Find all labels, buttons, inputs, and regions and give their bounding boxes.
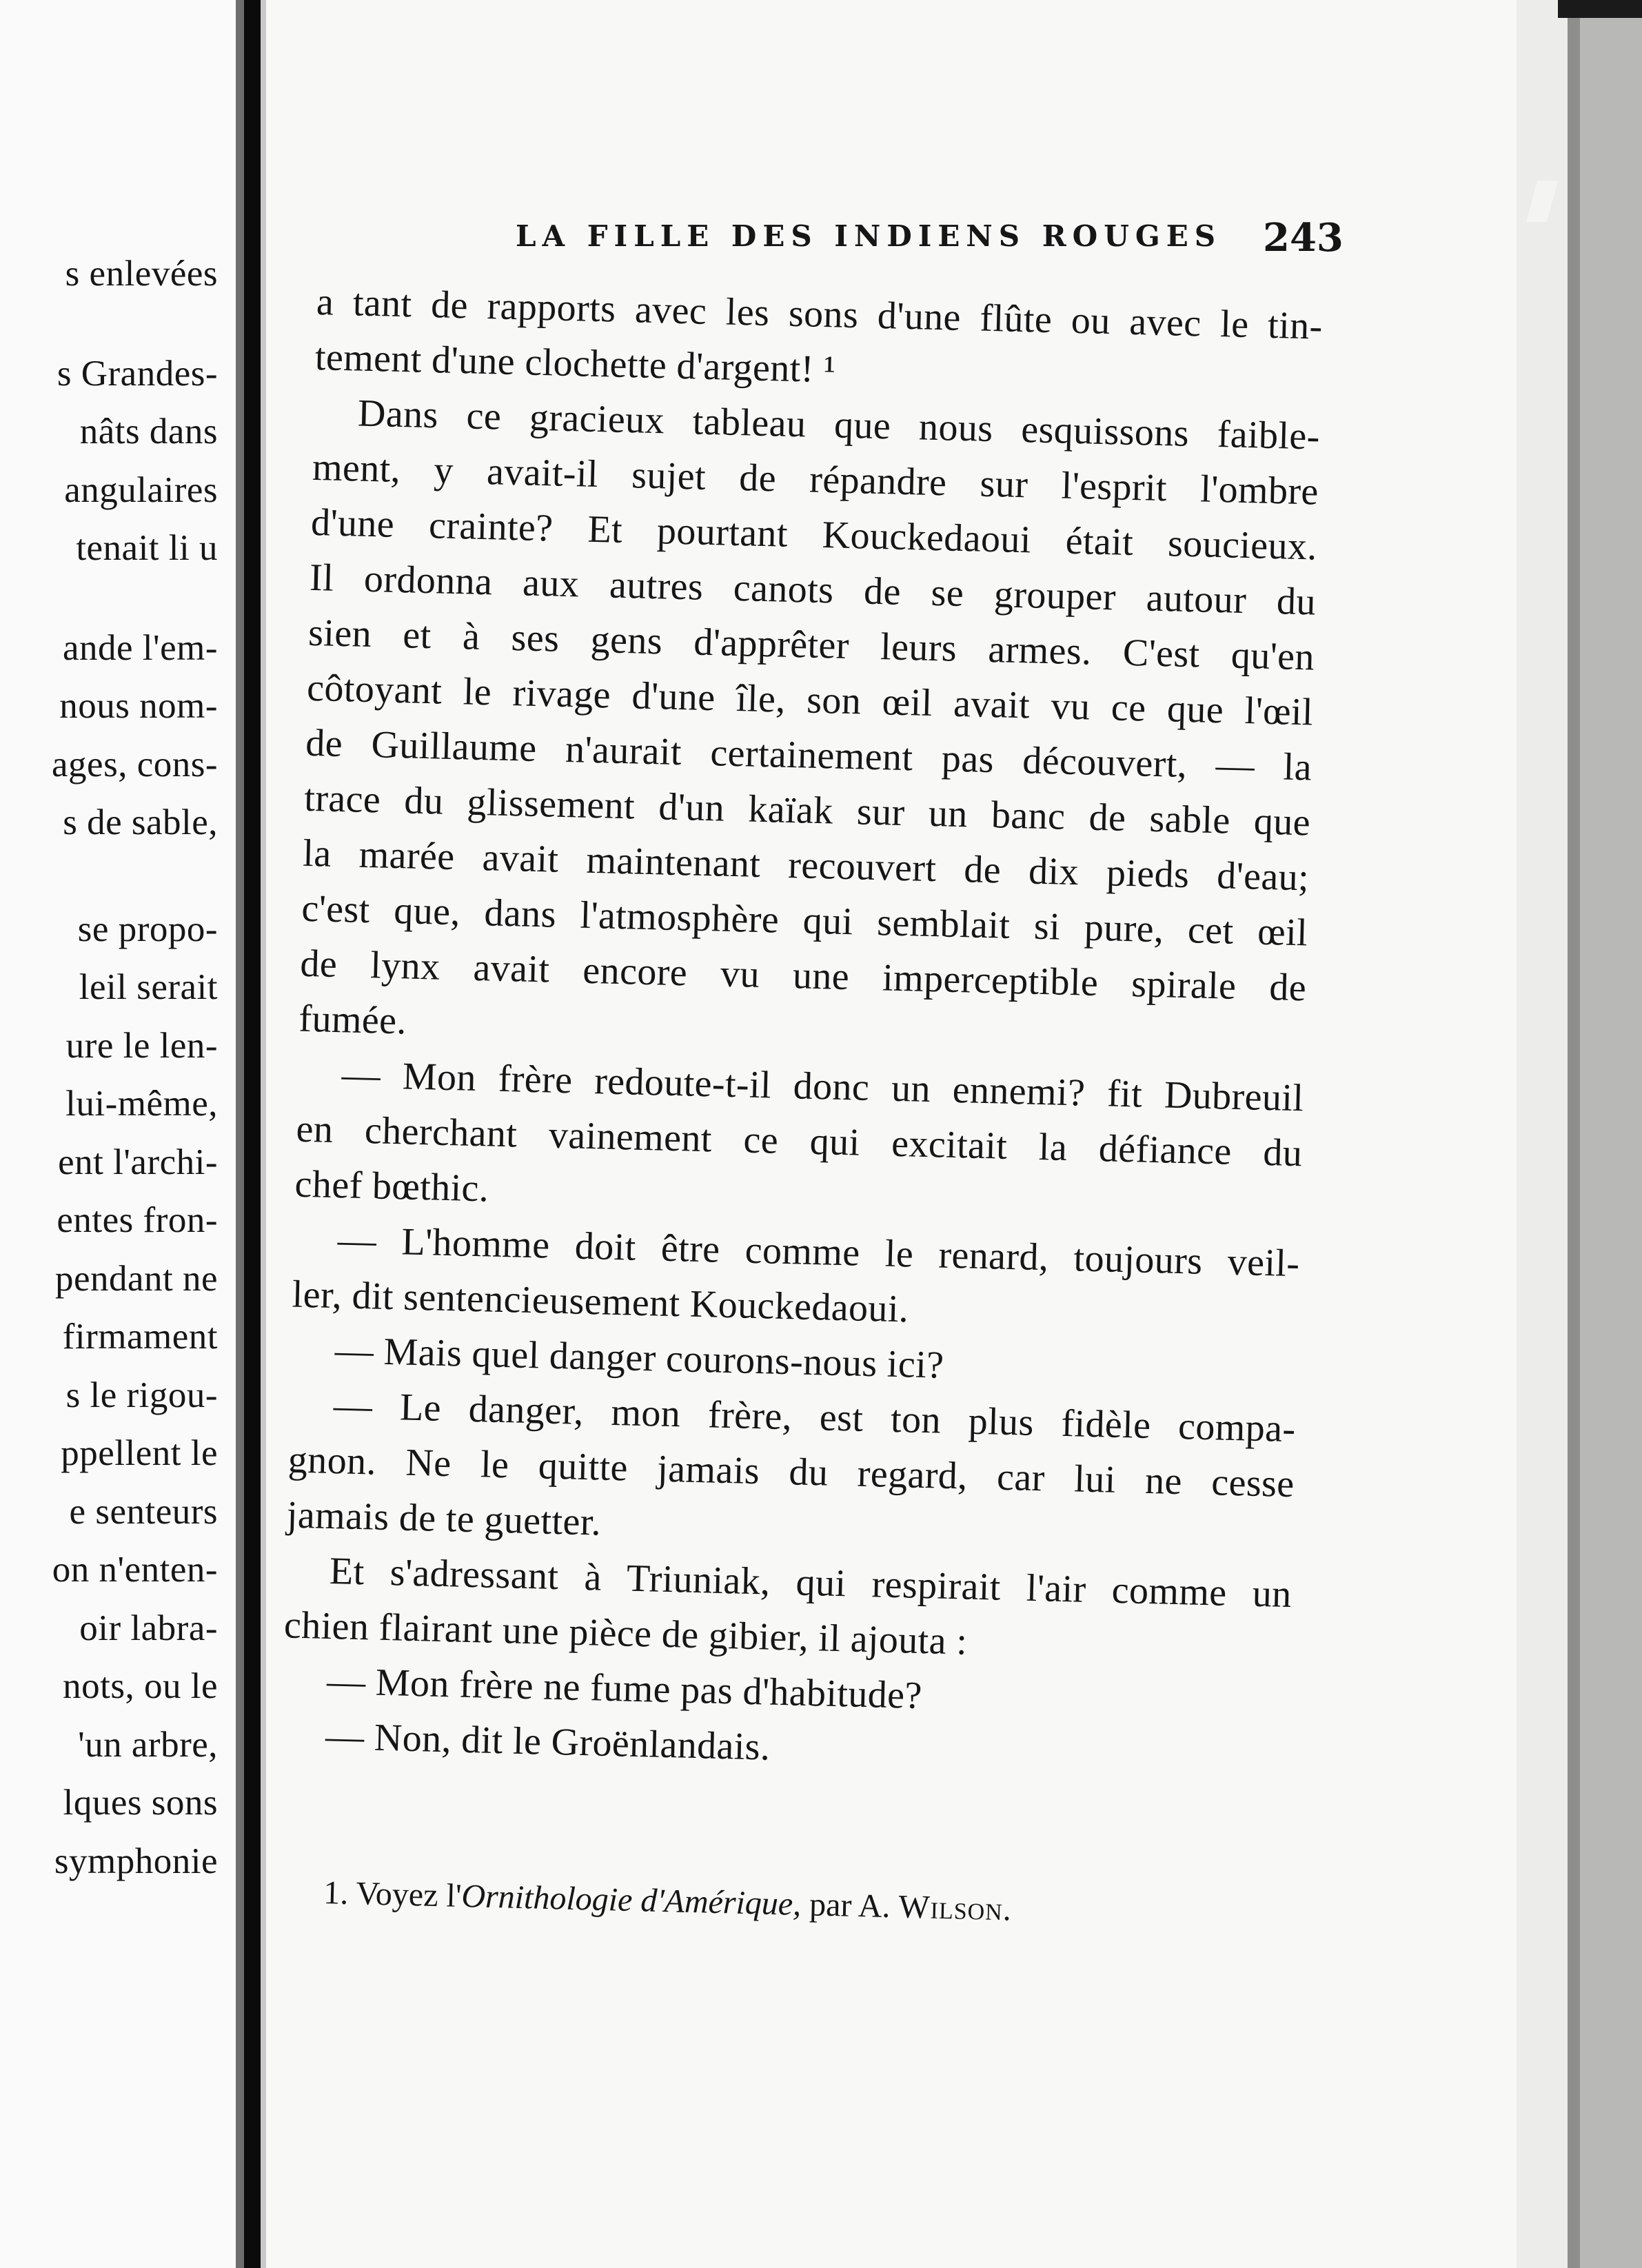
left-line: ppellent le xyxy=(61,1433,218,1473)
footnote-author: Wilson. xyxy=(898,1888,1013,1928)
left-line: nâts dans xyxy=(79,412,218,452)
text-line: ler, dit sentencieusement Kouckedaoui. xyxy=(292,1273,910,1331)
left-line: s le rigou- xyxy=(65,1375,218,1415)
left-line: pendant ne xyxy=(54,1258,218,1299)
text-line: c'est que, dans l'atmosphère qui semblait si pure, cet œil xyxy=(301,887,1308,955)
left-line: s Grandes- xyxy=(57,353,218,394)
text-line: Il ordonna aux autres canots de se grouper autour du xyxy=(309,556,1317,624)
body-text xyxy=(281,274,1323,1788)
page-number: 243 xyxy=(1263,215,1344,261)
text-line: chien flairant une pièce de gibier, il ajouta : xyxy=(283,1603,969,1663)
text-line: tement d'une clochette d'argent! ¹ xyxy=(314,335,837,392)
text-line: — Mais quel danger courons-nous ici? xyxy=(334,1329,945,1387)
left-line: ure le len- xyxy=(65,1025,218,1066)
gutter-edge xyxy=(261,0,266,2268)
text-line: gnon. Ne le quitte jamais du regard, car lui ne cesse xyxy=(287,1438,1295,1506)
text-line: trace du glissement d'un kaïak sur un banc de sable que xyxy=(303,776,1311,844)
left-line: ages, cons- xyxy=(52,744,218,784)
left-line: 'un arbre, xyxy=(78,1724,218,1765)
left-line: se propo- xyxy=(77,909,218,949)
text-line: fumée. xyxy=(298,997,407,1043)
text-line: sien et à ses gens d'apprêter leurs armes. C'est qu'en xyxy=(307,611,1315,679)
gutter-shadow xyxy=(236,0,244,2268)
text-line: — Mon frère redoute-t-il donc un ennemi? fit Dubreuil xyxy=(341,1053,1304,1120)
left-line: ande l'em- xyxy=(63,627,218,668)
text-line: côtoyant le rivage d'une île, son œil avait vu ce que l'œil xyxy=(306,666,1314,734)
footnote-prefix: Voyez l' xyxy=(355,1875,463,1914)
left-line: lui-même, xyxy=(65,1084,218,1124)
text-line: a tant de rapports avec les sons d'une flûte ou avec le tin- xyxy=(316,280,1324,348)
left-line: nous nom- xyxy=(59,686,218,726)
left-line: symphonie xyxy=(54,1841,218,1881)
text-line: — Mon frère ne fume pas d'habitude? xyxy=(326,1659,923,1718)
page-edge-shadow xyxy=(1568,0,1580,2268)
footnote-by: par A. xyxy=(809,1886,891,1925)
left-line: angulaires xyxy=(64,469,218,510)
left-line: oir labra- xyxy=(79,1608,218,1648)
left-line: nots, ou le xyxy=(63,1666,218,1706)
text-line: la marée avait maintenant recouvert de dix pieds d'eau; xyxy=(302,831,1310,900)
text-line: de Guillaume n'aurait certainement pas découvert, — la xyxy=(305,721,1312,789)
left-line: lques sons xyxy=(63,1783,218,1823)
left-line: ent l'archi- xyxy=(58,1142,218,1182)
footnote-number: 1. xyxy=(323,1874,349,1912)
left-line: leil serait xyxy=(79,967,218,1007)
text-line: — Le danger, mon frère, est ton plus fidèle compa- xyxy=(333,1384,1297,1451)
left-line: s enlevées xyxy=(65,254,218,294)
page-block-edge xyxy=(1580,0,1642,2268)
text-line: ment, y avait-il sujet de répandre sur l'esprit l'ombre xyxy=(312,445,1319,514)
text-line: jamais de te guetter. xyxy=(286,1493,602,1544)
text-line: — Non, dit le Groënlandais. xyxy=(325,1714,771,1769)
left-line: s de sable, xyxy=(63,802,218,842)
left-line: on n'enten- xyxy=(52,1550,218,1590)
left-line: tenait li u xyxy=(76,528,218,568)
text-line: Et s'adressant à Triuniak, qui respirait l'air comme un xyxy=(329,1550,1293,1617)
text-line: en cherchant vainement ce qui excitait la défiance du xyxy=(295,1107,1304,1175)
left-line: e senteurs xyxy=(69,1491,218,1532)
running-title: LA FILLE DES INDIENS ROUGES xyxy=(516,219,1222,253)
left-page-text xyxy=(0,245,218,1890)
page-edge xyxy=(1517,0,1568,2268)
scan-border xyxy=(1558,0,1642,18)
text-line: Dans ce gracieux tableau que nous esquissons faible- xyxy=(357,392,1321,458)
footnote-title: Ornithologie d'Amérique, xyxy=(460,1877,802,1923)
left-line: firmament xyxy=(62,1317,218,1357)
text-line: d'une crainte? Et pourtant Kouckedaoui était soucieux. xyxy=(310,500,1318,569)
left-line: entes fron- xyxy=(57,1200,218,1240)
gutter-binding xyxy=(244,0,261,2268)
left-facing-page xyxy=(0,0,236,2268)
text-line: — L'homme doit être comme le renard, toujours veil- xyxy=(337,1219,1301,1286)
text-line: chef bœthic. xyxy=(294,1162,490,1211)
text-line: de lynx avait encore vu une imperceptible spirale de xyxy=(299,942,1307,1010)
